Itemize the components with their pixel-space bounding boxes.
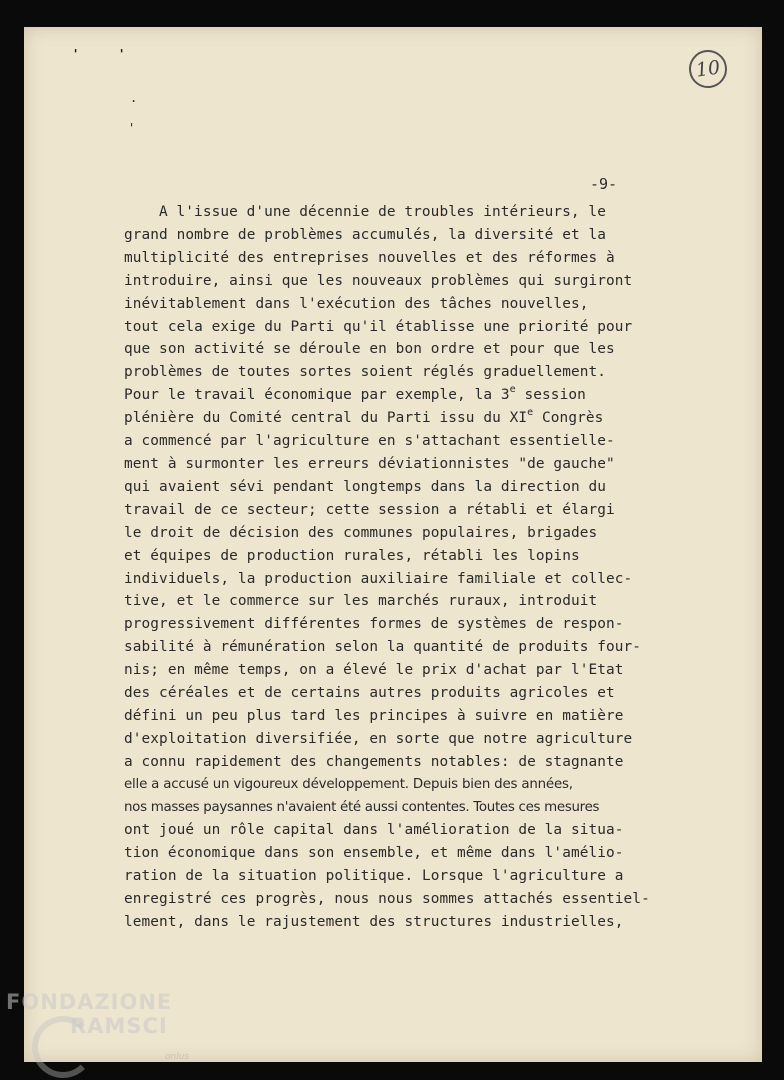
text-line: travail de ce secteur; cette session a rétabli et élargi <box>124 501 615 518</box>
text-line: inévitablement dans l'exécution des tâches nouvelles, <box>124 295 589 312</box>
watermark-onlus: onlus <box>165 1052 190 1062</box>
text-line: ont joué un rôle capital dans l'amélioration de la situa- <box>124 822 624 839</box>
margin-dot: ' <box>128 121 136 135</box>
margin-dot: . <box>130 91 138 105</box>
watermark-line-1: FONDAZIONE <box>6 990 173 1014</box>
text-line: multiplicité des entreprises nouvelles et des réformes à <box>124 249 615 266</box>
text-segment: Pour le travail économique par exemple, la 3 <box>124 387 510 404</box>
text-line: des céréales et de certains autres produits agricoles et <box>124 685 615 702</box>
text-line: enregistré ces progrès, nous nous sommes attachés essentiel- <box>124 891 650 908</box>
text-line: individuels, la production auxiliaire familiale et collec- <box>124 570 633 587</box>
circled-page-number: 10 <box>687 48 730 91</box>
margin-mark: ' <box>118 47 126 61</box>
text-line: sabilité à rémunération selon la quantité de produits four- <box>124 639 642 656</box>
text-line: d'exploitation diversifiée, en sorte que notre agriculture <box>124 730 633 747</box>
text-line: tive, et le commerce sur les marchés ruraux, introduit <box>124 593 598 610</box>
text-line: tout cela exige du Parti qu'il établisse une priorité pour <box>124 318 633 335</box>
text-segment: Congrès <box>533 410 604 427</box>
text-segment: session <box>515 387 586 404</box>
text-line: tion économique dans son ensemble, et même dans l'amélio- <box>124 845 624 862</box>
text-line-handcorrected: nos masses paysannes n'avaient été aussi contentes. Toutes ces mesures <box>124 799 600 815</box>
text-line: introduire, ainsi que les nouveaux problèmes qui surgiront <box>124 272 633 289</box>
text-line: que son activité se déroule en bon ordre et pour que les <box>124 341 615 358</box>
text-line <box>124 384 724 407</box>
text-line: et équipes de production rurales, rétabli les lopins <box>124 547 580 564</box>
text-line: progressivement différentes formes de systèmes de respon- <box>124 616 624 633</box>
text-line: ration de la situation politique. Lorsque l'agriculture a <box>124 868 624 885</box>
watermark <box>6 990 172 1038</box>
typed-body-text <box>124 201 724 934</box>
text-line: a commencé par l'agriculture en s'attachant essentielle- <box>124 433 615 450</box>
text-line: qui avaient sévi pendant longtemps dans la direction du <box>124 478 607 495</box>
text-line <box>124 407 724 430</box>
text-line: A l'issue d'une décennie de troubles intérieurs, le <box>159 204 606 220</box>
text-line: a connu rapidement des changements notables: de stagnante <box>124 753 624 770</box>
text-line: lement, dans le rajustement des structures industrielles, <box>124 914 624 931</box>
text-line: défini un peu plus tard les principes à suivre en matière <box>124 707 624 724</box>
text-line: grand nombre de problèmes accumulés, la diversité et la <box>124 226 607 243</box>
text-segment: plénière du Comité central du Parti issu du XI <box>124 410 528 427</box>
text-line: nis; en même temps, on a élevé le prix d'achat par l'Etat <box>124 662 624 679</box>
text-line-handcorrected: elle a accusé un vigoureux développement. Depuis bien des années, <box>124 776 573 792</box>
text-line: problèmes de toutes sortes soient réglés graduellement. <box>124 364 607 381</box>
margin-mark: ' <box>72 47 80 61</box>
watermark-line-2: RAMSCI <box>70 1014 168 1038</box>
page-number: -9- <box>590 175 618 193</box>
superscript: e <box>509 384 516 396</box>
text-line: ment à surmonter les erreurs déviationnistes "de gauche" <box>124 455 615 472</box>
text-line: le droit de décision des communes populaires, brigades <box>124 524 598 541</box>
superscript: e <box>527 407 534 419</box>
